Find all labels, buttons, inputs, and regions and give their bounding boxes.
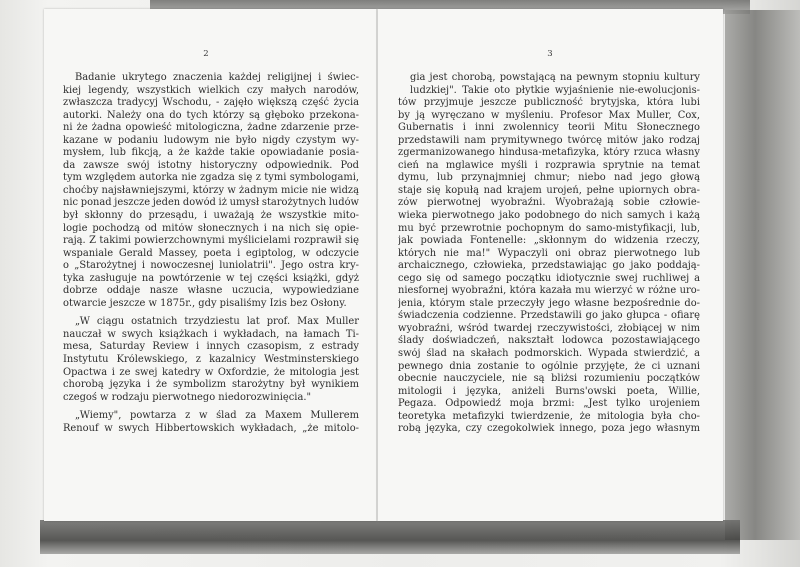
text-line: da zawsze swój istotny historyczny odpowiednik. Pod bbox=[63, 159, 359, 171]
right-page bbox=[378, 9, 723, 521]
text-line: o „Starożytnej i nowoczesnej luniolatrii". Jego ostra kry- bbox=[63, 260, 359, 272]
text-line: teoretyka metafizyki twierdzenie, że mitologia była cho- bbox=[398, 410, 700, 422]
text-line: tyka zasługuje na powtórzenie w tej części książki, gdyż bbox=[63, 272, 359, 284]
text-line: staje się kopułą nad krajem urojeń, pełne upiornych obra- bbox=[398, 184, 700, 196]
text-line: by ją wyręczano w myśleniu. Profesor Max Muller, Cox, bbox=[398, 109, 700, 121]
text-line: dymu, lub przynajmniej chmur; niebo nad jego głową bbox=[398, 172, 700, 184]
text-line: pewnego dnia zostanie to ogólnie przyjęte, że ci uznani bbox=[398, 360, 700, 372]
text-line: tów przyjmuje jeszcze publiczność brytyjska, która lubi bbox=[398, 97, 700, 109]
text-line: choćby najsławniejszymi, którzy w żadnym micie nie widzą bbox=[63, 184, 359, 196]
text-line: nic ponad jeszcze jeden dowód iż umysł starożytnych ludów bbox=[63, 197, 359, 209]
text-line: mitologii i języka, aniżeli Burns'owski poeta, Willie, bbox=[398, 385, 700, 397]
text-line: logie pochodzą od mitów słonecznych i na nich się opie- bbox=[63, 222, 359, 234]
text-line: zów pierwotnej wyobraźni. Wyobrażają sobie człowie- bbox=[398, 197, 700, 209]
left-page-number: 2 bbox=[203, 49, 209, 59]
scan-shadow-right bbox=[725, 10, 800, 540]
text-line: mysłem, lub fikcją, a że każde takie opowiadanie posia- bbox=[63, 147, 359, 159]
text-line: swój ślad na skałach podmorskich. Wypada stwierdzić, a bbox=[398, 348, 700, 360]
text-line: czegoś w rodzaju pierwotnego niedorozwinięcia." bbox=[63, 391, 312, 403]
text-line: ludzkiej". Takie oto płytkie wyjaśnienie nie-ewolucjonis- bbox=[410, 84, 700, 96]
text-line: był skłonny do przesądu, i uważają że wszystkie mito- bbox=[63, 210, 359, 222]
text-line: mu być przewrotnie pochopnym do samo-mistyfikacji, lub, bbox=[398, 222, 700, 234]
text-line: dobrze oddaje nasze własne uczucia, wypowiedziane bbox=[63, 285, 359, 297]
text-line: których nie ma!" Wypaczyli oni obraz pierwotnego lub bbox=[398, 247, 700, 259]
text-line: niesfornej wyobraźni, która kazała mu wierzyć w różne uro- bbox=[398, 285, 700, 297]
text-line: zgermanizowanego hindusa-metafizyka, który rzuca własny bbox=[398, 147, 700, 159]
text-line: przedstawili nam prymitywnego twórcę mitów jako rodzaj bbox=[398, 134, 700, 146]
text-line: Gubernatis i inni zwolennicy teorii Mitu Słonecznego bbox=[398, 122, 700, 134]
text-line: nauczał w swych książkach i wykładach, na łamach Ti- bbox=[63, 328, 359, 340]
text-line: Badanie ukrytego znaczenia każdej religijnej i świec- bbox=[75, 72, 359, 83]
text-line: kazane w podaniu ludowym nie było nigdy czystym wy- bbox=[63, 134, 359, 146]
text-line: jenia, którym stale przeczyły jego własne bezpośrednie do- bbox=[398, 297, 700, 309]
text-line: Instytutu Królewskiego, z kazalnicy Westminsterskiego bbox=[63, 354, 359, 366]
text-line: gia jest chorobą, powstającą na pewnym stopniu kultury bbox=[410, 72, 700, 83]
text-line: chorobą języka i że symbolizm starożytny był wynikiem bbox=[63, 379, 359, 391]
text-line: ni że żadna opowieść mitologiczna, żadne zdarzenie prze- bbox=[63, 122, 359, 134]
text-line: tym względem autorka nie zgadza się z tymi symbologami, bbox=[63, 172, 359, 184]
text-line: kiej legendy, wszystkich wielkich czy małych narodów, bbox=[63, 84, 359, 96]
text-line: cień na mglawice myśli i rozprawia sprytnie na temat bbox=[398, 159, 700, 171]
text-line: jak powiada Fontenelle: „skłonnym do widzenia rzeczy, bbox=[398, 235, 700, 247]
text-line: autorki. Należy ona do tych którzy są głęboko przekona- bbox=[63, 109, 359, 121]
text-line: wspaniale Gerald Massey, poeta i egiptolog, w odczycie bbox=[63, 247, 359, 259]
scan-shadow-bottom bbox=[40, 520, 740, 554]
text-line: mesa, Saturday Review i innych czasopism, z estrady bbox=[63, 341, 359, 353]
text-line: cego się od samego początku idiotycznie swej ruchliwej a bbox=[398, 272, 700, 284]
text-line: robą języka, czy czegokolwiek innego, poza jego własnym bbox=[398, 423, 700, 435]
right-page-number: 3 bbox=[547, 49, 553, 59]
text-line: ślady doświadczeń, nakształt lodowca pozostawiającego bbox=[398, 335, 700, 347]
text-line: Pegaza. Odpowiedź moja brzmi: „Jest tylko urojeniem bbox=[398, 398, 700, 410]
text-line: „Wiemy", powtarza z w ślad za Maxem Mullerem bbox=[75, 410, 359, 422]
text-line: Renouf w swych Hibbertowskich wykładach, „że mitolo- bbox=[63, 422, 359, 434]
left-page-text bbox=[63, 72, 359, 435]
text-line: otwarcie jeszcze w 1875r., gdy pisaliśmy Izis bez Osłony. bbox=[63, 297, 347, 309]
text-line: Opactwa i ze swej katedry w Oxfordzie, że mitologia jest bbox=[63, 366, 359, 378]
text-line: „W ciągu ostatnich trzydziestu lat prof. Max Muller bbox=[75, 316, 359, 328]
text-line: rają. Z takimi powierzchownymi myślicielami rozprawił się bbox=[63, 235, 359, 247]
text-line: świadczenia codzienne. Przedstawili go jako głupca - ofiarę bbox=[398, 310, 700, 322]
text-line: zwłaszcza tradycyj Wschodu, - zajęło większą część życia bbox=[63, 97, 359, 109]
text-line: wyobraźni, wśród twardej rzeczywistości, złobiącej w nim bbox=[398, 322, 700, 334]
text-line: obecnie nauczyciele, nie są bliżsi rozumieniu początków bbox=[398, 373, 700, 385]
text-line: archaicznego, człowieka, przedstawiając go jako poddają- bbox=[398, 260, 700, 272]
right-page-text bbox=[398, 72, 700, 436]
text-line: wieka pierwotnego jako podobnego do nich samych i każą bbox=[398, 210, 700, 222]
left-page bbox=[44, 9, 377, 521]
